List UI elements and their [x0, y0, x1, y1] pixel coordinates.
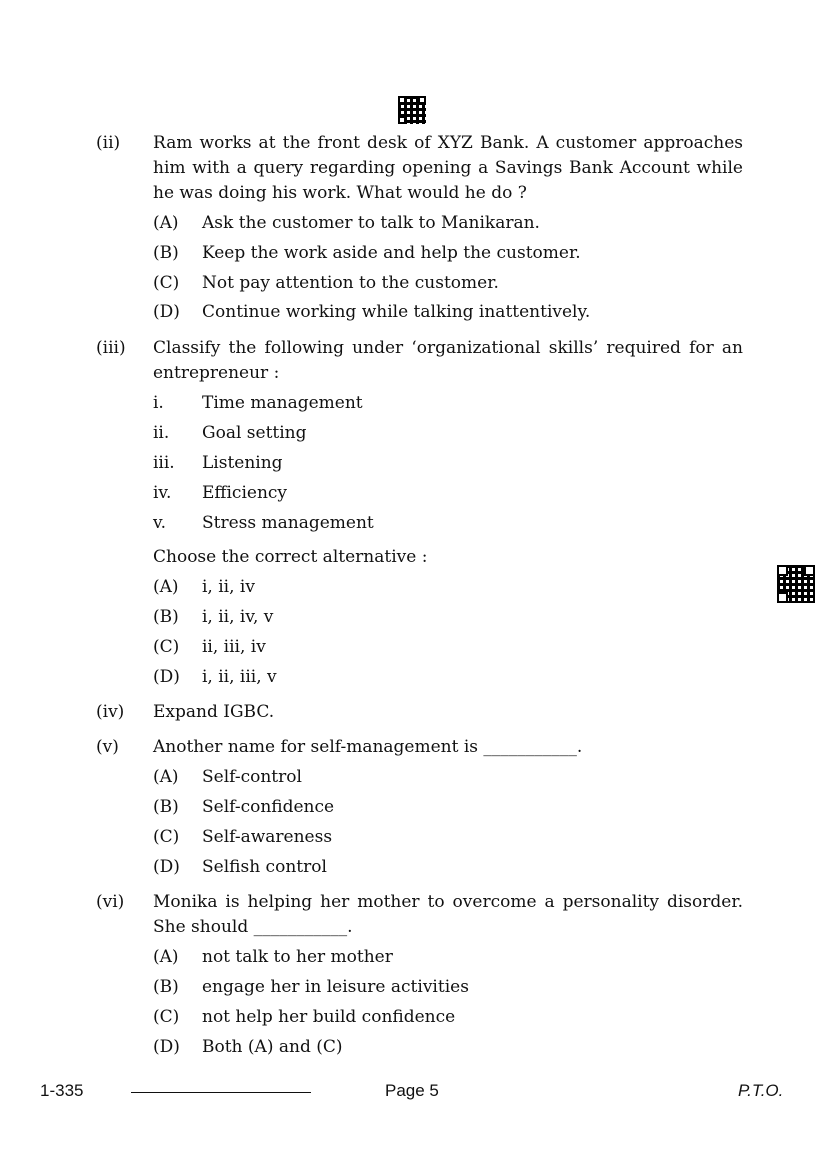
option-label: (A)	[153, 213, 179, 233]
question-number: (ii)	[96, 133, 121, 153]
item-text: Efficiency	[202, 483, 288, 503]
question-text: Another name for self-management is ___________.	[153, 737, 583, 757]
option-text: Self-awareness	[202, 827, 333, 847]
option-label: (B)	[153, 607, 179, 627]
footer-divider	[131, 1092, 311, 1093]
option-text: i, ii, iv, v	[202, 607, 274, 627]
item-label: i.	[153, 393, 164, 413]
option-label: (B)	[153, 243, 179, 263]
item-label: iv.	[153, 483, 172, 503]
pto-label: P.T.O.	[738, 1081, 784, 1100]
option-label: (D)	[153, 1037, 180, 1057]
option-text: i, ii, iv	[202, 577, 255, 597]
option-label: (A)	[153, 577, 179, 597]
question-text: Monika is helping her mother to overcome a personality disorder. She should ___________.	[153, 892, 743, 937]
option-text: Not pay attention to the customer.	[202, 273, 499, 293]
option-label: (B)	[153, 977, 179, 997]
option-label: (D)	[153, 302, 180, 322]
option-text: not talk to her mother	[202, 947, 393, 967]
option-text: engage her in leisure activities	[202, 977, 469, 997]
qr-code-side-icon	[777, 565, 815, 603]
question-number: (v)	[96, 737, 119, 757]
question-text: Expand IGBC.	[153, 702, 275, 722]
item-label: ii.	[153, 423, 170, 443]
item-text: Listening	[202, 453, 283, 473]
option-text: Self-control	[202, 767, 302, 787]
option-label: (B)	[153, 797, 179, 817]
item-label: v.	[153, 513, 166, 533]
question-number: (vi)	[96, 892, 125, 912]
question-number: (iii)	[96, 338, 126, 358]
choose-prompt: Choose the correct alternative :	[153, 547, 428, 567]
item-label: iii.	[153, 453, 175, 473]
option-label: (A)	[153, 767, 179, 787]
option-text: Selfish control	[202, 857, 327, 877]
option-label: (C)	[153, 1007, 180, 1027]
option-text: Ask the customer to talk to Manikaran.	[202, 213, 540, 233]
option-label: (D)	[153, 667, 180, 687]
option-label: (A)	[153, 947, 179, 967]
item-text: Time management	[202, 393, 363, 413]
paper-code: 1-335	[40, 1081, 84, 1100]
page-number: Page 5	[385, 1081, 439, 1100]
option-label: (C)	[153, 637, 180, 657]
option-text: Continue working while talking inattentively.	[202, 302, 591, 322]
question-number: (iv)	[96, 702, 125, 722]
option-text: i, ii, iii, v	[202, 667, 277, 687]
option-text: Self-confidence	[202, 797, 335, 817]
qr-code-icon	[398, 96, 426, 124]
question-text: Ram works at the front desk of XYZ Bank. A customer approaches him with a query regarding opening a Savings Bank Account while he was doing his work. What would he do ?	[153, 133, 743, 203]
item-text: Goal setting	[202, 423, 307, 443]
option-text: Keep the work aside and help the customer.	[202, 243, 581, 263]
question-text: Classify the following under ‘organizational skills’ required for an entrepreneur :	[153, 338, 743, 383]
option-text: Both (A) and (C)	[202, 1037, 343, 1057]
option-label: (D)	[153, 857, 180, 877]
option-label: (C)	[153, 273, 180, 293]
option-text: not help her build confidence	[202, 1007, 456, 1027]
option-text: ii, iii, iv	[202, 637, 266, 657]
item-text: Stress management	[202, 513, 374, 533]
option-label: (C)	[153, 827, 180, 847]
